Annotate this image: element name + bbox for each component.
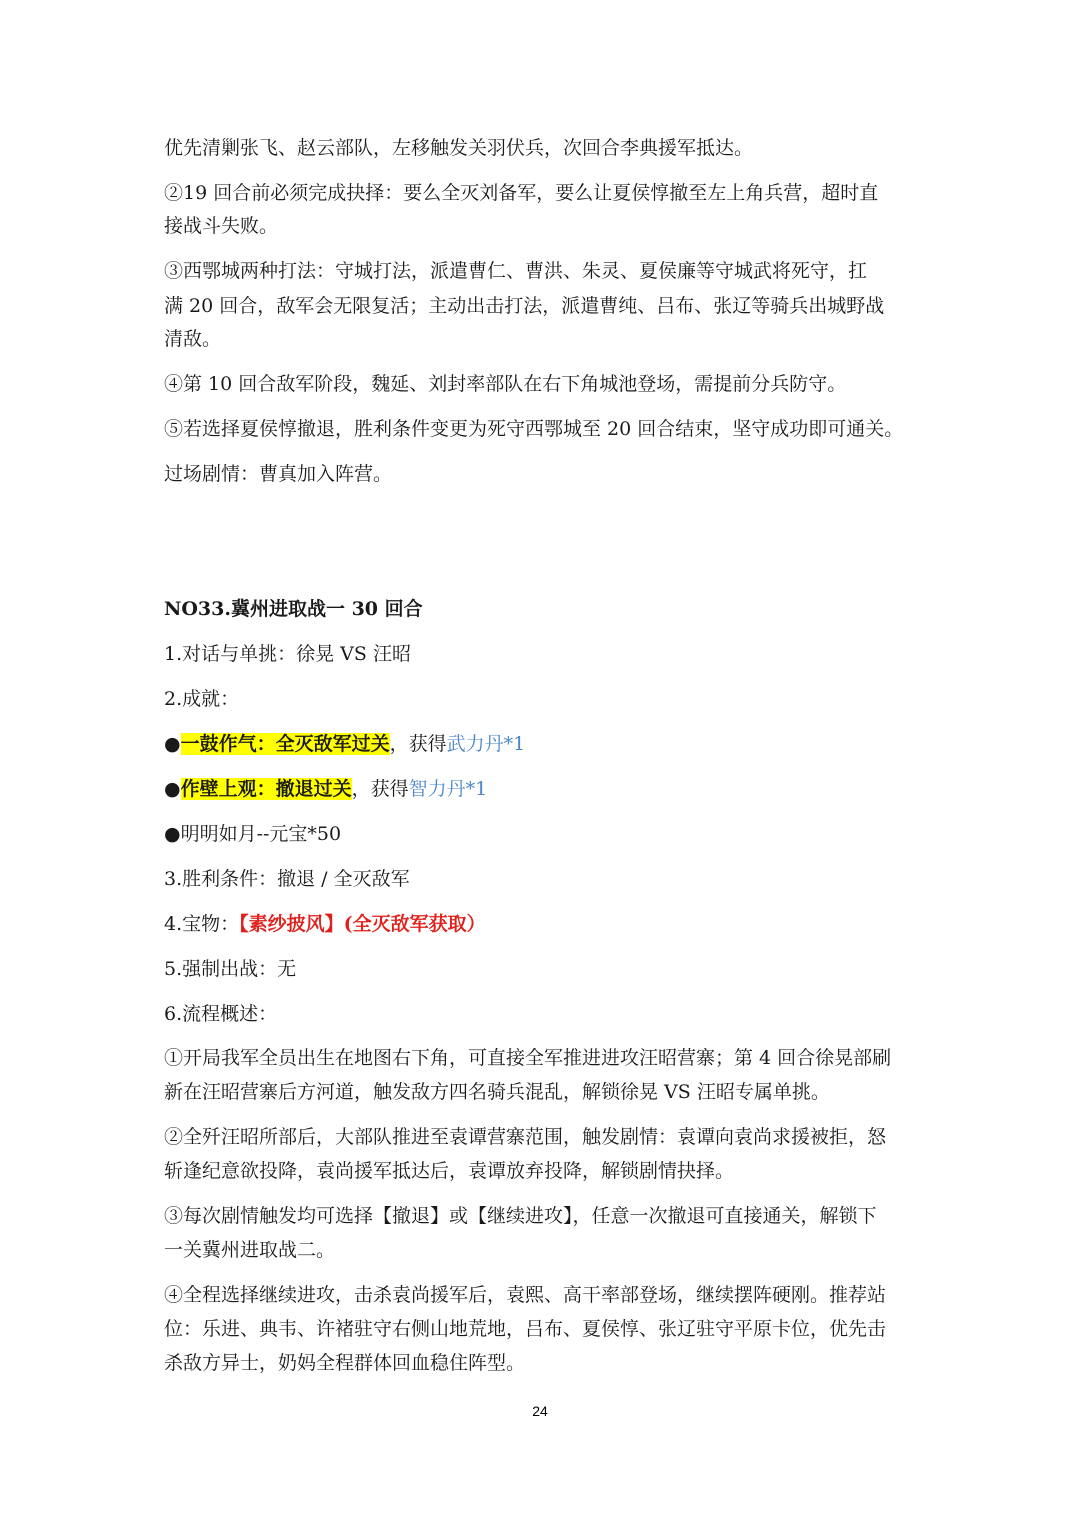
victory-condition: 3.胜利条件：撤退 / 全灭敌军 [164,868,410,890]
achievement-mid: ，获得 [389,733,447,755]
achievement-reward: 武力丹*1 [446,733,526,755]
forced-deploy: 5.强制出战：无 [164,958,297,980]
text-line: ③西鄂城两种打法：守城打法，派遣曹仁、曹洪、朱灵、夏侯廉等守城武将死守，扛 [164,260,868,282]
text-line: ⑤若选择夏侯惇撤退，胜利条件变更为死守西鄂城至 20 回合结束，坚守成功即可通关。 [164,418,904,440]
achievement-highlight: 一鼓作气：全灭敌军过关 [180,733,390,755]
bullet: ● [164,733,181,755]
achievements-label: 2.成就： [164,688,240,710]
achievement-item [164,777,924,801]
text-line: 过场剧情：曹真加入阵营。 [164,463,393,485]
page-number: 24 [532,1403,548,1419]
treasure-label: 4.宝物： [164,913,240,935]
flow-line: 杀敌方异士，奶妈全程群体回血稳住阵型。 [164,1352,526,1374]
section-title: NO33.冀州进取战一 30 回合 [164,598,423,620]
text-line: 接战斗失败。 [164,215,279,237]
text-line: ④第 10 回合敌军阶段，魏延、刘封率部队在右下角城池登场，需提前分兵防守。 [164,373,847,395]
text-line: 优先清剿张飞、赵云部队，左移触发关羽伏兵，次回合李典援军抵达。 [164,137,754,159]
achievement-reward: 智力丹*1 [408,778,488,800]
flow-line: ①开局我军全员出生在地图右下角，可直接全军推进进攻汪昭营寨；第 4 回合徐晃部刷 [164,1047,892,1069]
flow-label: 6.流程概述： [164,1003,278,1025]
text-line: ②19 回合前必须完成抉择：要么全灭刘备军，要么让夏侯惇撤至左上角兵营，超时直 [164,182,879,204]
flow-line: ④全程选择继续进攻，击杀袁尚援军后，袁熙、高干率部登场，继续摆阵硬刚。推荐站 [164,1284,887,1306]
text-line: 满 20 回合，敌军会无限复活；主动出击打法，派遣曹纯、吕布、张辽等骑兵出城野战 [164,295,885,317]
achievement-item: ●明明如月--元宝*50 [164,823,342,845]
flow-line: ③每次剧情触发均可选择【撤退】或【继续进攻】，任意一次撤退可直接通关，解锁下 [164,1205,877,1227]
flow-line: 斩逢纪意欲投降，袁尚援军抵达后，袁谭放弃投降，解锁剧情抉择。 [164,1160,735,1182]
achievement-highlight: 作壁上观：撤退过关 [180,778,352,800]
bullet: ● [164,778,181,800]
flow-line: 一关冀州进取战二。 [164,1239,336,1261]
achievement-item [164,732,924,756]
flow-line: 新在汪昭营寨后方河道，触发敌方四名骑兵混乱，解锁徐晃 VS 汪昭专属单挑。 [164,1081,830,1103]
flow-line: ②全歼汪昭所部后，大部队推进至袁谭营寨范围，触发剧情：袁谭向袁尚求援被拒，怒 [164,1126,887,1148]
flow-line: 位：乐进、典韦、许褚驻守右侧山地荒地，吕布、夏侯惇、张辽驻守平原卡位，优先击 [164,1318,887,1340]
achievement-mid: ，获得 [351,778,409,800]
text-line: 清敌。 [164,328,222,350]
dialogue-line: 1.对话与单挑：徐晃 VS 汪昭 [164,643,411,665]
treasure-value: 【素纱披风】(全灭敌军获取） [239,913,486,935]
treasure-line [164,912,924,936]
